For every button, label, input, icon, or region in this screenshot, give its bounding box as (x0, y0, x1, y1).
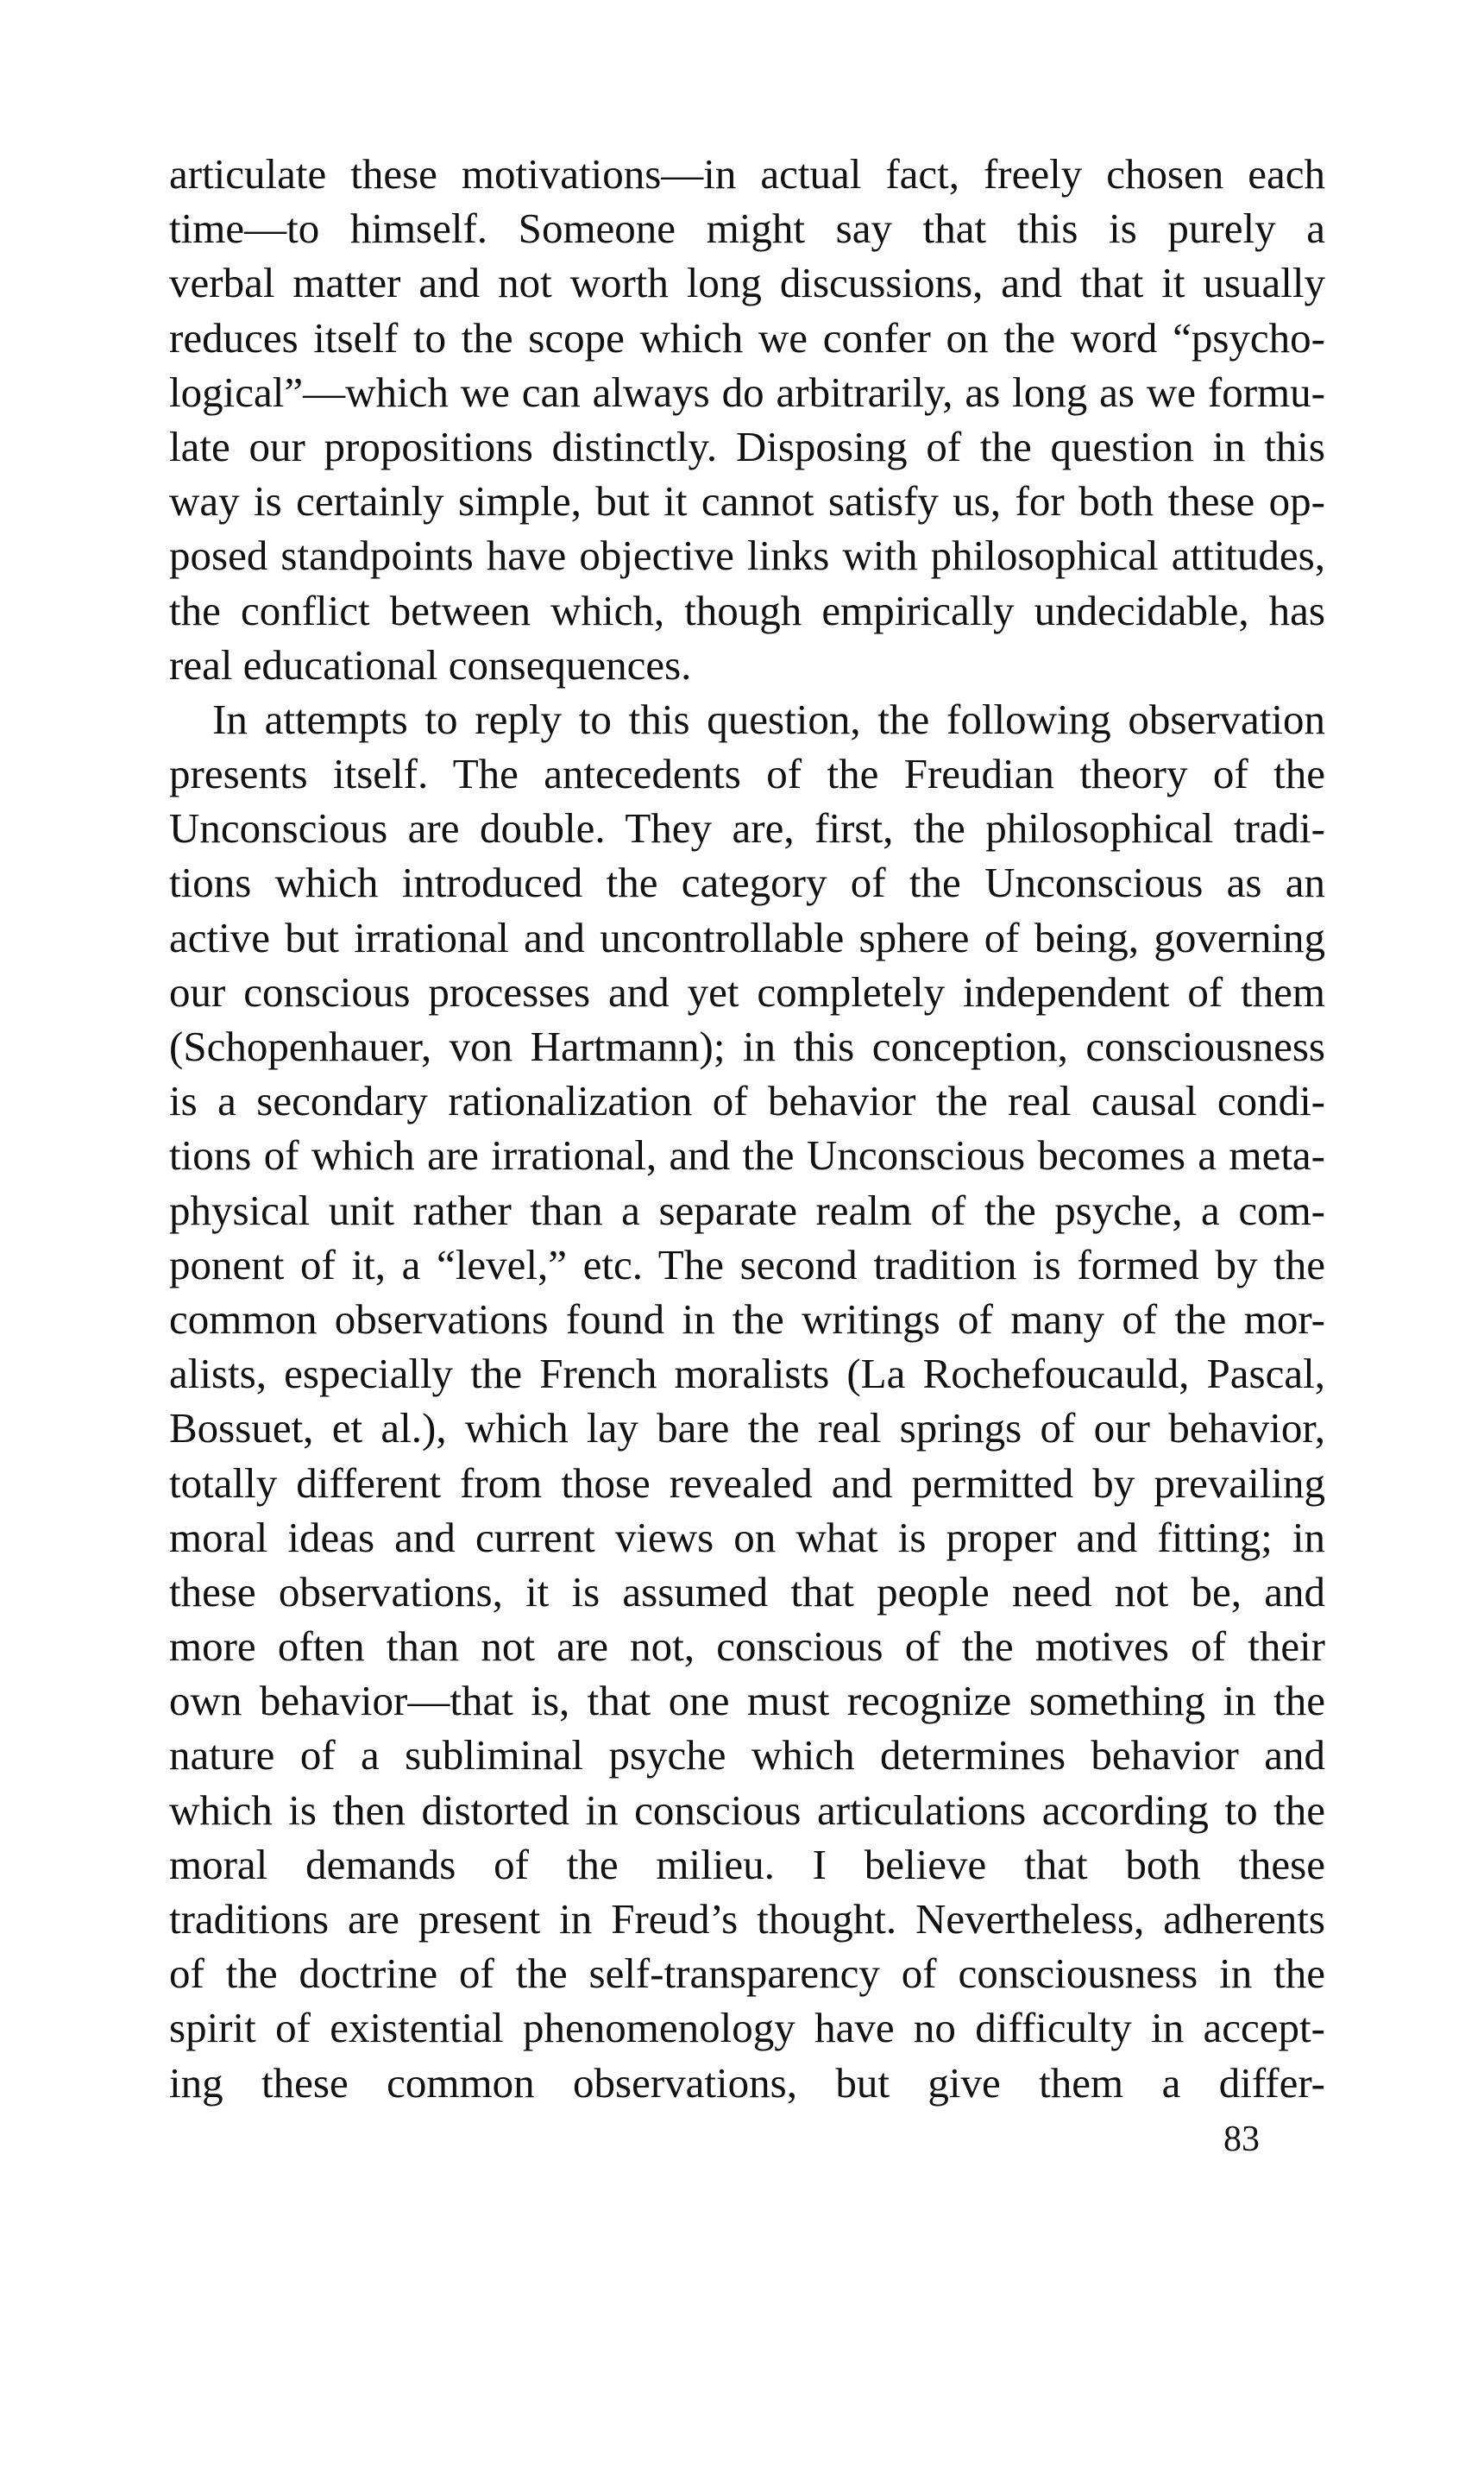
text-line: active but irrational and uncontrollable sphere of being, governing (169, 913, 1325, 961)
text-line: Unconscious are double. They are, first, the philosophical tradi- (169, 804, 1325, 853)
text-line: presents itself. The antecedents of the Freudian theory of the (169, 750, 1325, 798)
text-line: is a secondary rationalization of behavior the real causal condi- (169, 1077, 1325, 1125)
text-line: totally different from those revealed and permitted by prevailing (169, 1458, 1325, 1507)
text-line: logical”—which we can always do arbitrarily, as long as we formu- (169, 368, 1325, 416)
page-number: 83 (1223, 2120, 1260, 2159)
body-text (169, 147, 1325, 2110)
text-line: Bossuet, et al.), which lay bare the real springs of our behavior, (169, 1404, 1325, 1452)
text-line: In attempts to reply to this question, the following observation (212, 695, 1325, 743)
text-line: tions which introduced the category of the Unconscious as an (169, 859, 1325, 907)
text-line: these observations, it is assumed that people need not be, and (169, 1567, 1325, 1616)
text-line: ponent of it, a “level,” etc. The second tradition is formed by the (169, 1240, 1325, 1288)
text-line: our conscious processes and yet completely independent of them (169, 967, 1325, 1016)
text-line: (Schopenhauer, von Hartmann); in this conception, consciousness (169, 1023, 1325, 1070)
text-line: tions of which are irrational, and the Unconscious becomes a meta- (169, 1131, 1325, 1180)
text-line: which is then distorted in conscious articulations according to the (169, 1786, 1325, 1834)
text-line: more often than not are not, conscious of the motives of their (169, 1622, 1325, 1671)
text-line: reduces itself to the scope which we confer on the word “psycho- (169, 313, 1325, 362)
text-line: moral ideas and current views on what is proper and fitting; in (169, 1513, 1325, 1561)
text-line: spirit of existential phenomenology have no difficulty in accept- (169, 2004, 1325, 2052)
text-line: nature of a subliminal psyche which determines behavior and (169, 1731, 1325, 1779)
text-line: physical unit rather than a separate realm of the psyche, a com- (169, 1186, 1325, 1234)
text-line: way is certainly simple, but it cannot satisfy us, for both these op- (169, 477, 1325, 526)
text-line: ing these common observations, but give them a differ- (169, 2058, 1325, 2107)
text-line: real educational consequences. (169, 640, 692, 689)
text-line: verbal matter and not worth long discussions, and that it usually (169, 259, 1325, 307)
paragraph (169, 692, 1325, 2110)
text-line: late our propositions distinctly. Disposing of the question in this (169, 422, 1325, 470)
text-line: own behavior—that is, that one must recognize something in the (169, 1677, 1325, 1725)
text-line: traditions are present in Freud’s thought. Nevertheless, adherents (169, 1895, 1325, 1943)
text-line: of the doctrine of the self-transparency of consciousness in the (169, 1949, 1325, 1998)
text-line: the conflict between which, though empirically undecidable, has (169, 586, 1325, 634)
text-line: time—to himself. Someone might say that this is purely a (169, 205, 1325, 253)
text-line: posed standpoints have objective links with philosophical attitudes, (169, 532, 1325, 580)
paragraph (169, 147, 1325, 692)
text-line: alists, especially the French moralists (La Rochefoucauld, Pascal, (169, 1350, 1325, 1398)
text-line: common observations found in the writings of many of the mor- (169, 1294, 1325, 1343)
text-line: moral demands of the milieu. I believe that both these (169, 1840, 1325, 1888)
text-line: articulate these motivations—in actual fact, freely chosen each (169, 150, 1325, 198)
